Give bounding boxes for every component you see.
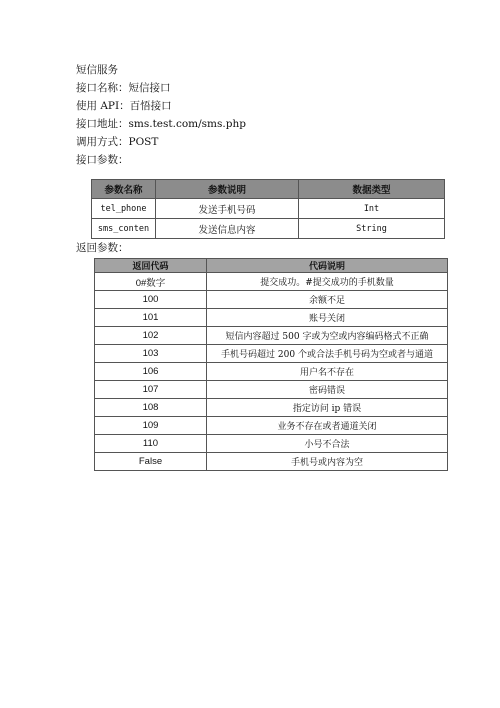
return-code-cell: 0#数字 <box>95 273 207 291</box>
return-table <box>94 258 448 471</box>
return-desc-cell: 小号不合法 <box>207 435 448 453</box>
return-desc-cell: 密码错误 <box>207 381 448 399</box>
param-table-header-row <box>92 180 445 199</box>
table-row <box>95 309 448 327</box>
return-desc-cell: 业务不存在或者通道关闭 <box>207 417 448 435</box>
return-desc-cell: 账号关闭 <box>207 309 448 327</box>
param-name-cell: tel_phone <box>92 199 156 219</box>
return-desc-cell: 手机号码超过 200 个或合法手机号码为空或者与通道 <box>207 345 448 363</box>
return-table-header: 代码说明 <box>207 259 448 273</box>
return-desc-cell: 余额不足 <box>207 291 448 309</box>
return-table-header: 返回代码 <box>95 259 207 273</box>
table-row <box>95 381 448 399</box>
return-code-cell: 109 <box>95 417 207 435</box>
param-table-header: 参数名称 <box>92 180 156 199</box>
table-row <box>92 219 445 239</box>
return-code-cell: 100 <box>95 291 207 309</box>
return-code-cell: 106 <box>95 363 207 381</box>
param-desc-cell: 发送手机号码 <box>156 199 299 219</box>
doc-line-api: 使用 API：百悟接口 <box>76 100 172 112</box>
doc-line-method: 调用方式：POST <box>76 136 159 148</box>
param-type-cell: String <box>299 219 445 239</box>
table-row <box>95 399 448 417</box>
table-row <box>95 417 448 435</box>
table-row <box>95 291 448 309</box>
doc-line-address: 接口地址：sms.test.com/sms.php <box>76 118 246 130</box>
return-code-cell: 103 <box>95 345 207 363</box>
param-name-cell: sms_conten <box>92 219 156 239</box>
table-row <box>95 273 448 291</box>
doc-line-params-label: 接口参数： <box>76 154 129 166</box>
doc-line-interface-name: 接口名称：短信接口 <box>76 82 171 94</box>
return-code-cell: 107 <box>95 381 207 399</box>
param-table-header: 数据类型 <box>299 180 445 199</box>
table-row <box>95 345 448 363</box>
table-row <box>95 327 448 345</box>
return-table-header-row <box>95 259 448 273</box>
param-desc-cell: 发送信息内容 <box>156 219 299 239</box>
table-row <box>95 435 448 453</box>
table-row <box>92 199 445 219</box>
return-code-cell: 108 <box>95 399 207 417</box>
return-code-cell: 101 <box>95 309 207 327</box>
return-code-cell: 110 <box>95 435 207 453</box>
return-desc-cell: 短信内容超过 500 字或为空或内容编码格式不正确 <box>207 327 448 345</box>
return-desc-cell: 手机号或内容为空 <box>207 453 448 471</box>
param-table-header: 参数说明 <box>156 180 299 199</box>
return-desc-cell: 指定访问 ip 错误 <box>207 399 448 417</box>
table-row <box>95 453 448 471</box>
doc-line-return-label: 返回参数： <box>76 242 129 254</box>
table-row <box>95 363 448 381</box>
return-desc-cell: 用户名不存在 <box>207 363 448 381</box>
doc-line-title: 短信服务 <box>76 64 118 76</box>
param-table <box>91 179 445 239</box>
return-code-cell: False <box>95 453 207 471</box>
return-desc-cell: 提交成功。#提交成功的手机数量 <box>207 273 448 291</box>
return-code-cell: 102 <box>95 327 207 345</box>
param-type-cell: Int <box>299 199 445 219</box>
